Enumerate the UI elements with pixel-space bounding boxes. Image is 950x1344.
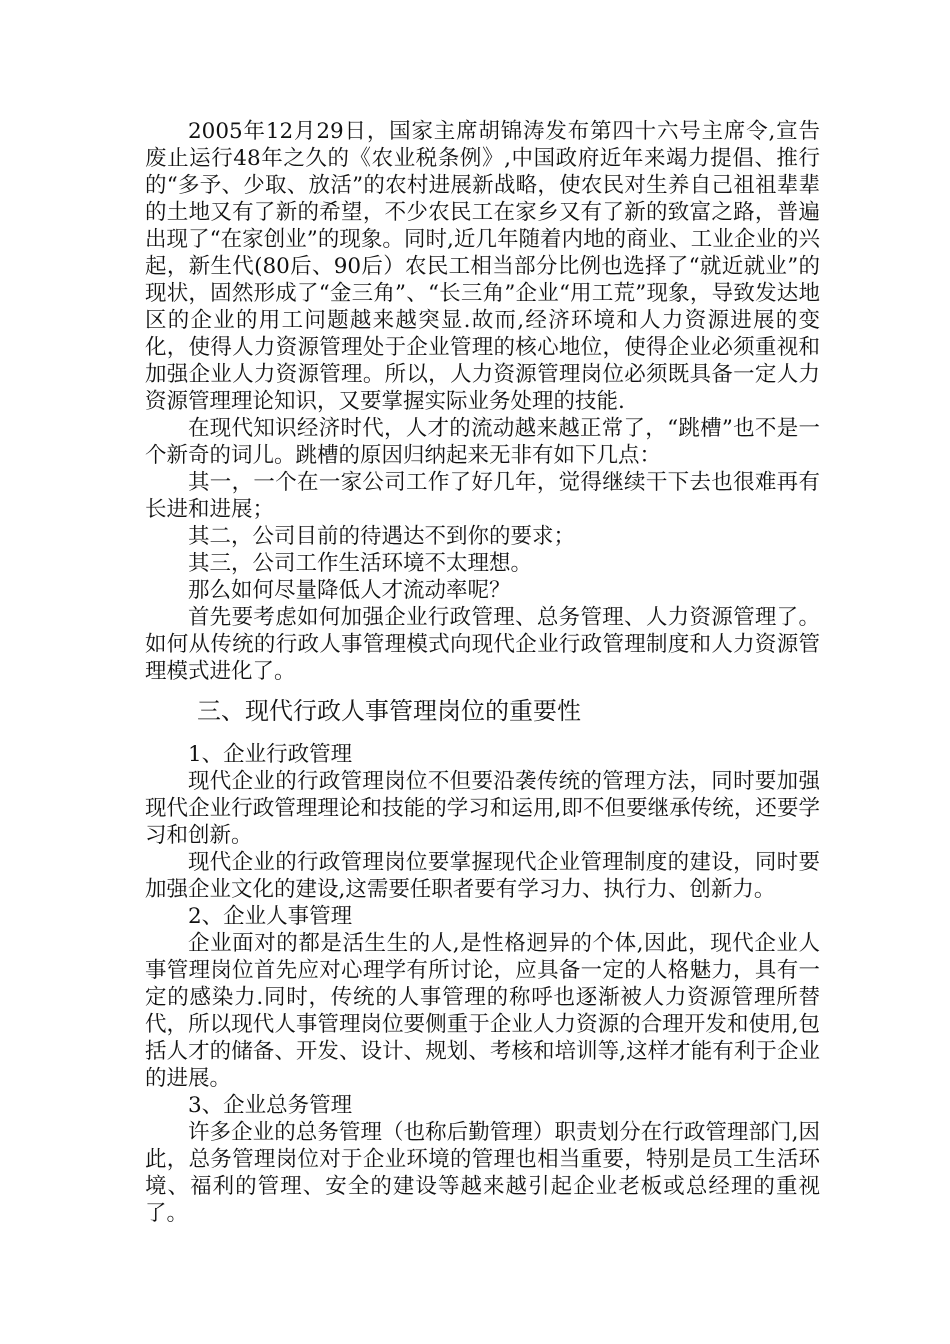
paragraph-question: 那么如何尽量降低人才流动率呢？ <box>188 578 511 603</box>
paragraph-personnel-1: 企业面对的都是活生生的人,是性格迥异的个体,因此，现代企业人事管理岗位首先应对心理学有所讨论，应具备一定的人格魅力，具有一定的感染力.同时，传统的人事管理的称呼也逐渐被人力资源管理所替代，所以现代人事管理岗位要侧重于企业人力资源的合理开发和使用,包括人才的储备、开发、设计、规划、考核和培训等,这样才能有利于企业的进展。 <box>145 931 820 1091</box>
subheading-personnel-management: 2、企业人事管理 <box>188 904 353 929</box>
paragraph-first-consider: 首先要考虑如何加强企业行政管理、总务管理、人力资源管理了。如何从传统的行政人事管理模式向现代企业行政管理制度和人力资源管理模式进化了。 <box>145 605 820 684</box>
paragraph-admin-2: 现代企业的行政管理岗位要掌握现代企业管理制度的建设，同时要加强企业文化的建设,这需要任职者要有学习力、执行力、创新力。 <box>145 850 820 902</box>
paragraph-reason-one: 其一，一个在一家公司工作了好几年，觉得继续干下去也很难再有长进和进展； <box>145 470 820 522</box>
subheading-admin-management: 1、企业行政管理 <box>188 742 353 767</box>
section-heading: 三、现代行政人事管理岗位的重要性 <box>197 697 581 725</box>
paragraph-admin-1: 现代企业的行政管理岗位不但要沿袭传统的管理方法，同时要加强现代企业行政管理理论和技能的学习和运用,即不但要继承传统，还要学习和创新。 <box>145 769 820 848</box>
paragraph-reason-three: 其三，公司工作生活环境不太理想。 <box>188 551 533 576</box>
paragraph-job-hopping-intro: 在现代知识经济时代，人才的流动越来越正常了，“跳槽”也不是一个新奇的词儿。跳槽的原因归纳起来无非有如下几点： <box>145 416 820 468</box>
subheading-general-affairs-management: 3、企业总务管理 <box>188 1093 353 1118</box>
paragraph-abolition-of-agriculture-tax: 2005年12月29日，国家主席胡锦涛发布第四十六号主席令,宣告废止运行48年之久的《农业税条例》,中国政府近年来竭力提倡、推行的“多予、少取、放活”的农村进展新战略，使农民对生养自己祖祖辈辈的土地又有了新的希望，不少农民工在家乡又有了新的致富之路，普遍出现了“在家创业”的现象。同时,近几年随着内地的商业、工业企业的兴起，新生代(80后、90后）农民工相当部分比例也选择了“就近就业”的现状，固然形成了“金三角”、“长三角”企业“用工荒”现象，导致发达地区的企业的用工问题越来越突显.故而,经济环境和人力资源进展的变化，使得人力资源管理处于企业管理的核心地位，使得企业必须重视和加强企业人力资源管理。所以，人力资源管理岗位必须既具备一定人力资源管理理论知识，又要掌握实际业务处理的技能. <box>145 119 820 414</box>
paragraph-reason-two: 其二，公司目前的待遇达不到你的要求； <box>188 524 576 549</box>
document-page <box>145 118 820 1227</box>
paragraph-general-affairs-1: 许多企业的总务管理（也称后勤管理）职责划分在行政管理部门,因此，总务管理岗位对于企业环境的管理也相当重要，特别是员工生活环境、福利的管理、安全的建设等越来越引起企业老板或总经理的重视了。 <box>145 1120 820 1226</box>
